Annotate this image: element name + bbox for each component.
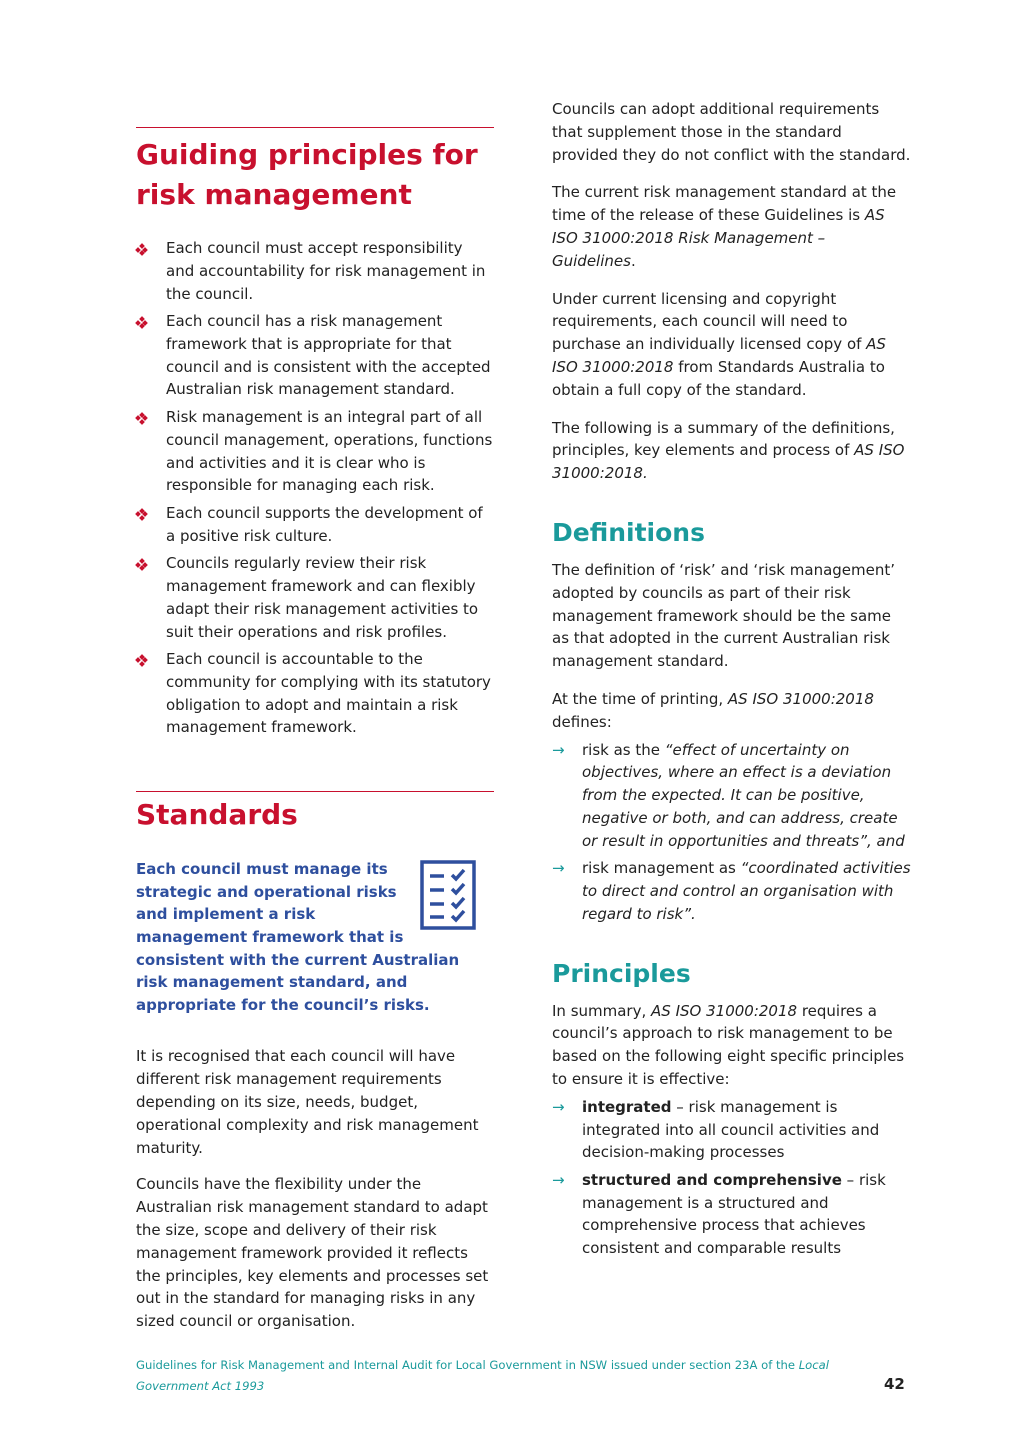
paragraph: The definition of ‘risk’ and ‘risk management’ adopted by councils as part of their risk management framework should be the same as that adopted in the current Australian risk management standard. <box>552 560 896 671</box>
footer-citation: Guidelines for Risk Management and Internal Audit for Local Government in NSW issued under section 23A of the Local Government Act 1993 <box>136 1358 829 1393</box>
principles-heading: Principles <box>552 958 691 988</box>
section-divider <box>136 127 494 128</box>
list-item: → risk management as “coordinated activities to direct and control an organisation with regard to risk”. <box>552 859 911 923</box>
principles-list <box>552 1096 912 1260</box>
list-item: Each council must accept responsibility and accountability for risk management in the council. <box>136 237 494 305</box>
paragraph: It is recognised that each council will have different risk management requirements depending on its size, needs, budget, operational complexity and risk management maturity. <box>136 1047 479 1157</box>
diamond-bullet-icon <box>136 655 147 666</box>
callout-text: Each council must manage its strategic and operational risks and implement a risk management framework that is consistent with the current Australian risk management standard, and appropriate for the council’s risks. <box>136 860 460 1014</box>
paragraph: Councils can adopt additional requirements that supplement those in the standard provided they do not conflict with the standard. <box>552 100 911 164</box>
list-item: → integrated – risk management is integrated into all council activities and decision-making processes <box>552 1097 880 1162</box>
paragraph: The following is a summary of the definitions, principles, key elements and process of AS ISO 31000:2018. <box>552 418 905 483</box>
list-item: → structured and comprehensive – risk management is a structured and comprehensive process that achieves consistent and comparable results <box>552 1170 886 1258</box>
guiding-principles-list <box>136 237 494 739</box>
diamond-bullet-icon <box>136 244 147 255</box>
list-item: Risk management is an integral part of all council management, operations, functions and activities and it is clear who is responsible for managing each risk. <box>136 406 494 497</box>
arrow-right-icon: → <box>552 740 565 759</box>
paragraph: In summary, AS ISO 31000:2018 requires a council’s approach to risk management to be based on the following eight specific principles to ensure it is effective: <box>552 1001 905 1088</box>
definitions-heading: Definitions <box>552 517 705 547</box>
arrow-right-icon: → <box>552 859 565 878</box>
checklist-icon <box>420 860 476 930</box>
diamond-bullet-icon <box>136 559 147 570</box>
standards-callout <box>136 858 494 1016</box>
arrow-right-icon: → <box>552 1170 565 1189</box>
paragraph: At the time of printing, AS ISO 31000:2018 defines: <box>552 689 874 731</box>
diamond-bullet-icon <box>136 317 147 328</box>
paragraph: Councils have the flexibility under the Australian risk management standard to adapt the size, scope and delivery of their risk management framework provided it reflects the principles, key elements and processes set out in the standard for managing risks in any sized council or organisation. <box>136 1175 489 1331</box>
right-column <box>552 98 912 1265</box>
paragraph: Under current licensing and copyright requirements, each council will need to purchase an individually licensed copy of AS ISO 31000:2018 from Standards Australia to obtain a full copy of the standard. <box>552 289 886 399</box>
standards-heading: Standards <box>136 798 298 832</box>
paragraph: The current risk management standard at the time of the release of these Guidelines is AS ISO 31000:2018 Risk Management – Guidelines. <box>552 183 897 270</box>
guiding-principles-heading: Guiding principles for risk management <box>136 138 478 211</box>
list-item: → risk as the “effect of uncertainty on objectives, where an effect is a deviation from the expected. It can be positive, negative or both, and can address, create or result in opportunities and threats”, and <box>552 740 905 850</box>
section-divider <box>136 791 494 792</box>
arrow-right-icon: → <box>552 1097 565 1116</box>
list-item: Each council supports the development of a positive risk culture. <box>136 502 494 548</box>
list-item: Councils regularly review their risk management framework and can flexibly adapt their risk management activities to suit their operations and risk profiles. <box>136 552 494 643</box>
list-item: Each council is accountable to the community for complying with its statutory obligation to adopt and maintain a risk management framework. <box>136 648 494 739</box>
diamond-bullet-icon <box>136 509 147 520</box>
definitions-list <box>552 739 912 926</box>
diamond-bullet-icon <box>136 413 147 424</box>
left-column <box>136 127 494 1333</box>
list-item: Each council has a risk management framework that is appropriate for that council and is consistent with the accepted Australian risk management standard. <box>136 310 494 401</box>
page-number: 42 <box>884 1375 905 1393</box>
